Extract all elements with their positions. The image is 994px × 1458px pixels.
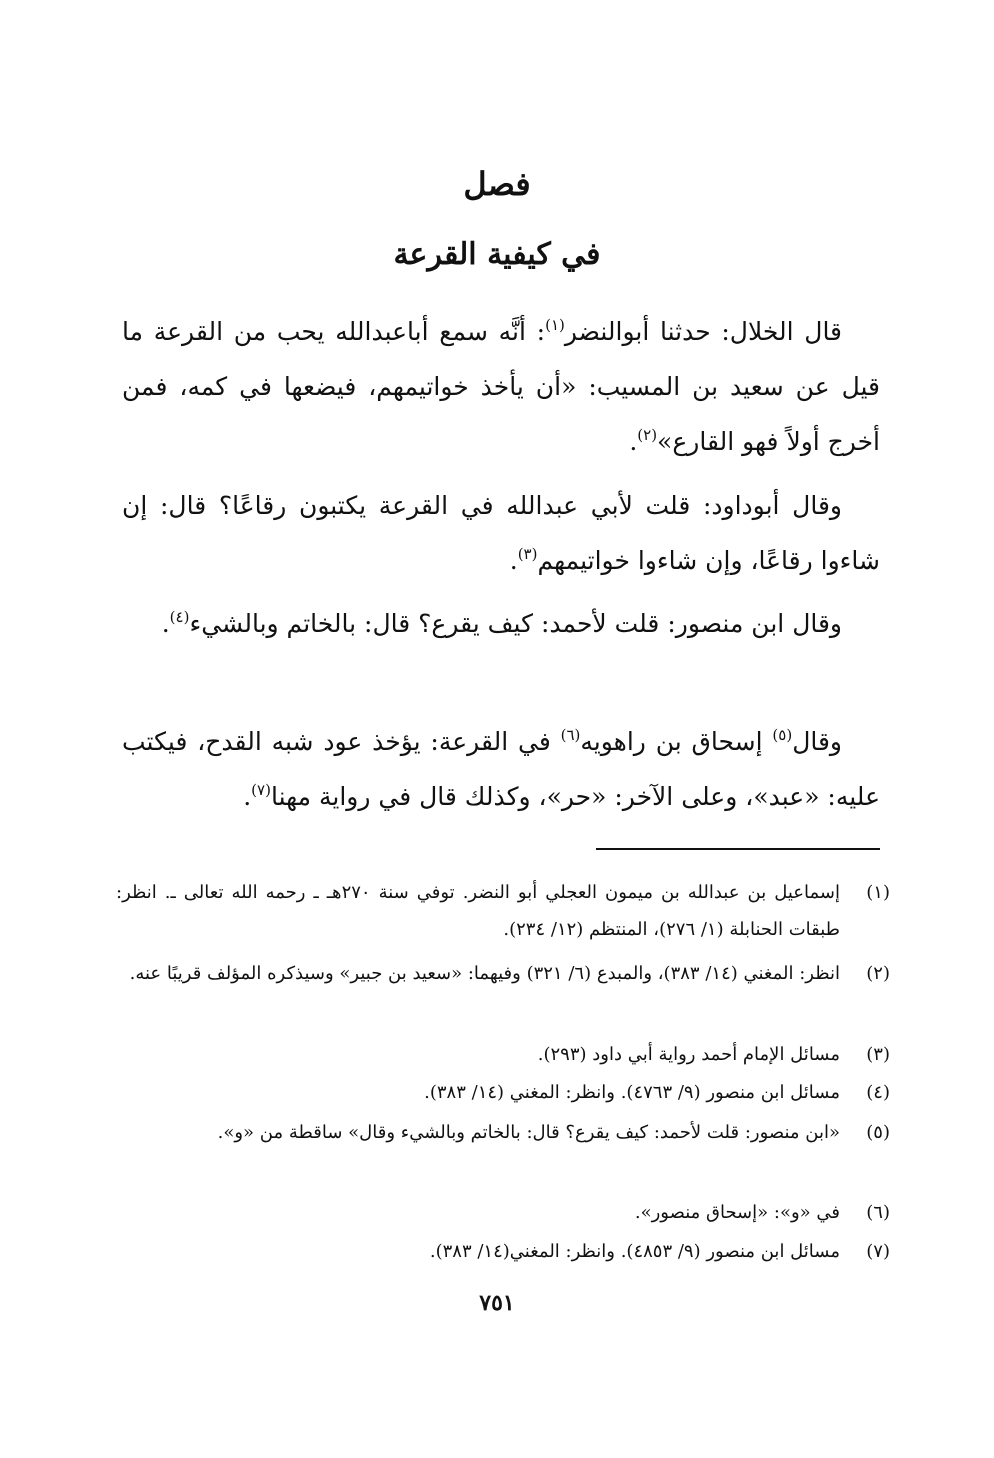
footnote-number: (٣) xyxy=(866,1044,890,1065)
footnote-ref: (١) xyxy=(545,316,565,334)
paragraph-text: . xyxy=(509,546,518,575)
footnote-text: إسماعيل بن عبدالله بن ميمون العجلي أبو النضر. توفي سنة ٢٧٠هـ ـ رحمه الله تعالى ـ. انظر: طبقات الحنابلة (١/ ٢٧٦)، المنتظم (١٢/ ٢٣٤). xyxy=(116,882,840,940)
footnote-6 xyxy=(116,1194,890,1231)
footnote-number: (٢) xyxy=(866,963,890,984)
chapter-subtitle: في كيفية القرعة xyxy=(393,237,601,272)
footnote-number: (١) xyxy=(866,882,890,903)
footnote-4 xyxy=(116,1074,890,1111)
chapter-title: فصل xyxy=(463,165,531,203)
footnote-number: (٥) xyxy=(866,1122,890,1143)
footnote-text: مسائل الإمام أحمد رواية أبي داود (٢٩٣). xyxy=(537,1044,840,1065)
footnote-separator xyxy=(596,848,880,850)
paragraph-text: . xyxy=(629,427,638,456)
footnote-number: (٧) xyxy=(866,1241,890,1262)
footnote-ref: (٥) xyxy=(772,726,793,744)
footnote-number: (٦) xyxy=(866,1202,890,1223)
footnote-ref: (٧) xyxy=(251,781,271,799)
footnote-5 xyxy=(116,1114,890,1151)
footnote-text: «ابن منصور: قلت لأحمد: كيف يقرع؟ قال: بالخاتم وبالشيء وقال» ساقطة من «و». xyxy=(217,1122,840,1143)
footnote-2 xyxy=(116,955,890,992)
footnote-ref: (٢) xyxy=(637,426,658,444)
footnote-ref: (٤) xyxy=(169,608,190,626)
footnote-text: مسائل ابن منصور (٩/ ٤٧٦٣). وانظر: المغني (١٤/ ٣٨٣). xyxy=(424,1082,840,1103)
page-number: ٧٥١ xyxy=(479,1290,515,1316)
paragraph-text: : أنَّه سمع أباعبدالله يحب من القرعة ما قيل عن سعيد بن المسيب: «أن يأخذ خواتيمهم، فيضعها في كمه، فمن أخرج أولاً فهو القارع» xyxy=(122,317,880,456)
paragraph-text: . xyxy=(161,609,170,638)
footnote-text: مسائل ابن منصور (٩/ ٤٨٥٣). وانظر: المغني(١٤/ ٣٨٣). xyxy=(429,1241,840,1262)
footnote-7 xyxy=(116,1233,890,1270)
paragraph-text: وقال xyxy=(792,727,842,756)
footnote-1 xyxy=(116,874,890,948)
footnote-number: (٤) xyxy=(866,1082,890,1103)
paragraph-text: وقال أبوداود: قلت لأبي عبدالله في القرعة يكتبون رقاعًا؟ قال: إن شاءوا رقاعًا، وإن شاءوا خواتيمهم xyxy=(122,491,880,575)
paragraph-1 xyxy=(122,304,880,469)
footnote-ref: (٦) xyxy=(560,726,581,744)
paragraph-text: . xyxy=(243,782,252,811)
paragraph-2 xyxy=(122,478,880,588)
paragraph-text: إسحاق بن راهويه xyxy=(580,727,773,756)
footnote-text: انظر: المغني (١٤/ ٣٨٣)، والمبدع (٦/ ٣٢١) وفيهما: «سعيد بن جبير» وسيذكره المؤلف قريبًا عنه. xyxy=(129,963,840,984)
paragraph-3 xyxy=(122,596,880,651)
footnote-3 xyxy=(116,1036,890,1073)
paragraph-text: وقال ابن منصور: قلت لأحمد: كيف يقرع؟ قال: بالخاتم وبالشيء xyxy=(189,609,842,638)
paragraph-text: قال الخلال: حدثنا أبوالنضر xyxy=(564,317,843,346)
footnote-text: في «و»: «إسحاق منصور». xyxy=(634,1202,840,1223)
footnote-ref: (٣) xyxy=(517,545,538,563)
paragraph-4 xyxy=(122,714,880,824)
paragraph-text: في القرعة: يؤخذ عود شبه القدح، فيكتب عليه: «عبد»، وعلى الآخر: «حر»، وكذلك قال في رواية مهنا xyxy=(122,727,880,811)
